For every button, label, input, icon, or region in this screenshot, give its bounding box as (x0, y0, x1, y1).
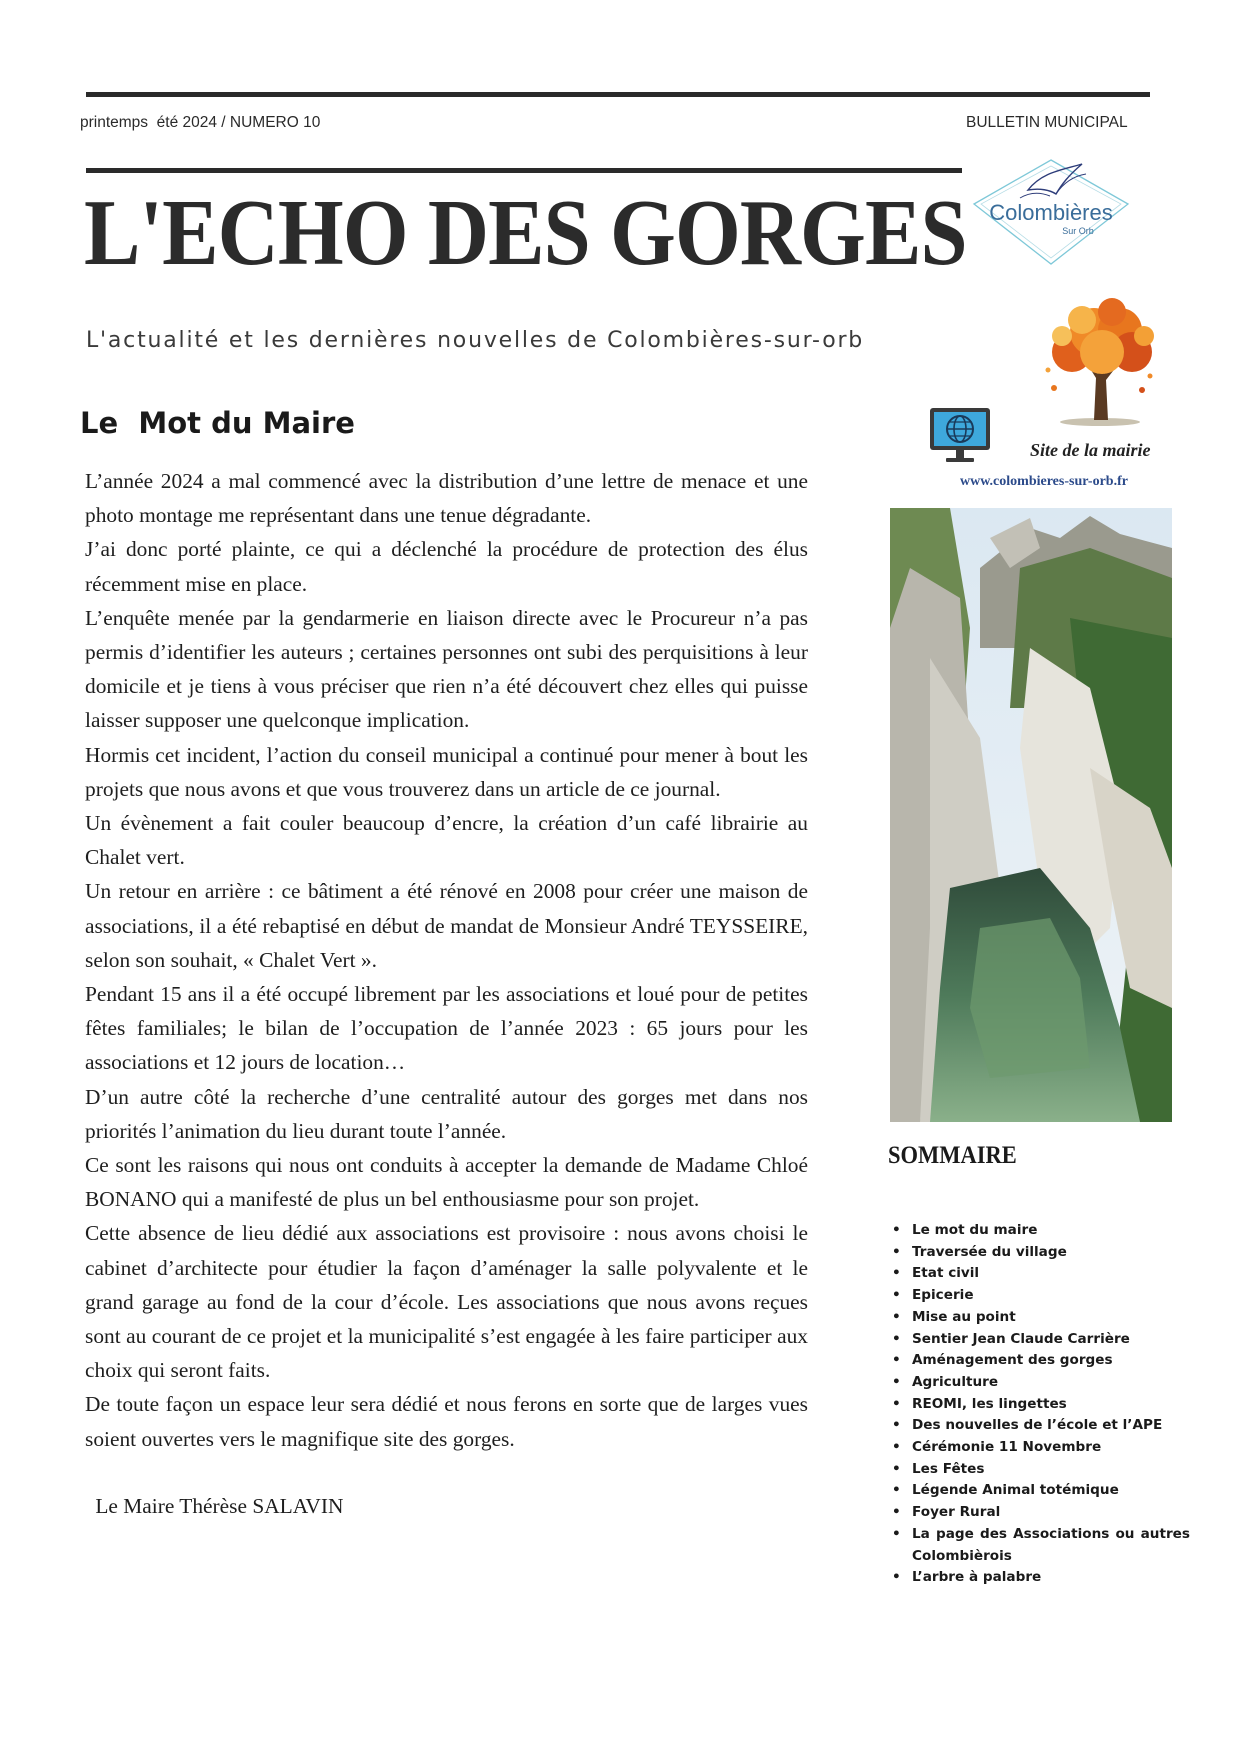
mayor-signature: Le Maire Thérèse SALAVIN (90, 1494, 344, 1518)
toc-item[interactable]: • Traversée du village (912, 1242, 1190, 1264)
gorges-photo (890, 508, 1172, 1122)
sommaire-title: SOMMAIRE (888, 1142, 1017, 1169)
site-url-link[interactable]: www.colombieres-sur-orb.fr (960, 474, 1128, 489)
article-body (85, 464, 808, 1456)
toc-item[interactable]: • Des nouvelles de l’école et l’APE (912, 1415, 1190, 1437)
toc-item[interactable]: • Foyer Rural (912, 1502, 1190, 1524)
toc-item[interactable]: • Sentier Jean Claude Carrière (912, 1329, 1190, 1351)
logo-sub: Sur Orb (1062, 226, 1094, 236)
toc-item[interactable]: • Epicerie (912, 1285, 1190, 1307)
toc-item[interactable]: • Agriculture (912, 1372, 1190, 1394)
article-paragraph: L’enquête menée par la gendarmerie en liaison directe avec le Procureur n’a pas permis d’identifier les auteurs ; certaines personnes ont subi des perquisitions à leur domicile et je tiens à vous préciser que rien n’a été découvert chez elles qui puisse laisser supposer une quelconque implication. (85, 605, 808, 733)
article-paragraph: Ce sont les raisons qui nous ont conduits à accepter la demande de Madame Chloé BONANO qui a manifesté de plus un bel enthousiasme pour son projet. (85, 1153, 808, 1212)
toc-item[interactable]: • Cérémonie 11 Novembre (912, 1437, 1190, 1459)
masthead-title: L'ECHO DES GORGES (84, 181, 967, 285)
toc-item[interactable]: • Les Fêtes (912, 1459, 1190, 1481)
article-paragraph: J’ai donc porté plainte, ce qui a déclenché la procédure de protection des élus récemment mise en place. (85, 537, 808, 596)
masthead-rule (86, 168, 962, 173)
site-label: Site de la mairie (1030, 440, 1151, 460)
colombieres-logo (958, 146, 1144, 276)
article-paragraph: Un évènement a fait couler beaucoup d’encre, la création d’un café librairie au Chalet vert. (85, 811, 808, 870)
article-title: Le Mot du Maire (80, 406, 355, 440)
article-paragraph: De toute façon un espace leur sera dédié et nous ferons en sorte que de larges vues soient ouvertes vers le magnifique site des gorges. (85, 1392, 808, 1451)
tagline: L'actualité et les dernières nouvelles de Colombières-sur-orb (86, 328, 865, 353)
article-paragraph: Cette absence de lieu dédié aux associations est provisoire : nous avons choisi le cabinet d’architecte pour étudier la façon d’aménager la salle polyvalente et le grand garage au fond de la cour d’école. Les associations que nous avons reçues sont au courant de ce projet et la municipalité s’est engagée à les faire participer aux choix qui seront faits. (85, 1221, 808, 1383)
article-paragraph: Un retour en arrière : ce bâtiment a été rénové en 2008 pour créer une maison de associations, il a été rebaptisé en début de mandat de Monsieur André TEYSSEIRE, selon son souhait, « Chalet Vert ». (85, 879, 808, 972)
bulletin-label: BULLETIN MUNICIPAL (966, 114, 1128, 131)
logo-name: Colombières (989, 200, 1113, 225)
article-paragraph: Pendant 15 ans il a été occupé librement par les associations et loué pour de petites fêtes familiales; le bilan de l’occupation de l’année 2023 : 65 jours pour les associations et 12 jours de location… (85, 982, 808, 1075)
issue-label: printemps été 2024 / NUMERO 10 (80, 114, 321, 131)
toc-item[interactable]: • La page des Associations ou autres Colombièrois (912, 1524, 1190, 1567)
globe-monitor-icon[interactable] (928, 406, 992, 466)
toc-item[interactable]: • REOMI, les lingettes (912, 1394, 1190, 1416)
top-rule (86, 92, 1150, 97)
article-paragraph: D’un autre côté la recherche d’une centralité autour des gorges met dans nos priorités l’animation du lieu durant toute l’année. (85, 1084, 808, 1143)
article-paragraph: L’année 2024 a mal commencé avec la distribution d’une lettre de menace et une photo montage me représentant dans une tenue dégradante. (85, 469, 808, 528)
autumn-tree-icon (1032, 290, 1168, 430)
toc-item[interactable]: • Le mot du maire (912, 1220, 1190, 1242)
toc-item[interactable]: • L’arbre à palabre (912, 1567, 1190, 1589)
toc-item[interactable]: • Mise au point (912, 1307, 1190, 1329)
toc-item[interactable]: • Légende Animal totémique (912, 1480, 1190, 1502)
article-paragraph: Hormis cet incident, l’action du conseil municipal a continué pour mener à bout les projets que nous avons et que vous trouverez dans un article de ce journal. (85, 742, 808, 801)
toc-item[interactable]: • Etat civil (912, 1263, 1190, 1285)
sommaire-list (892, 1220, 1190, 1589)
toc-item[interactable]: • Aménagement des gorges (912, 1350, 1190, 1372)
